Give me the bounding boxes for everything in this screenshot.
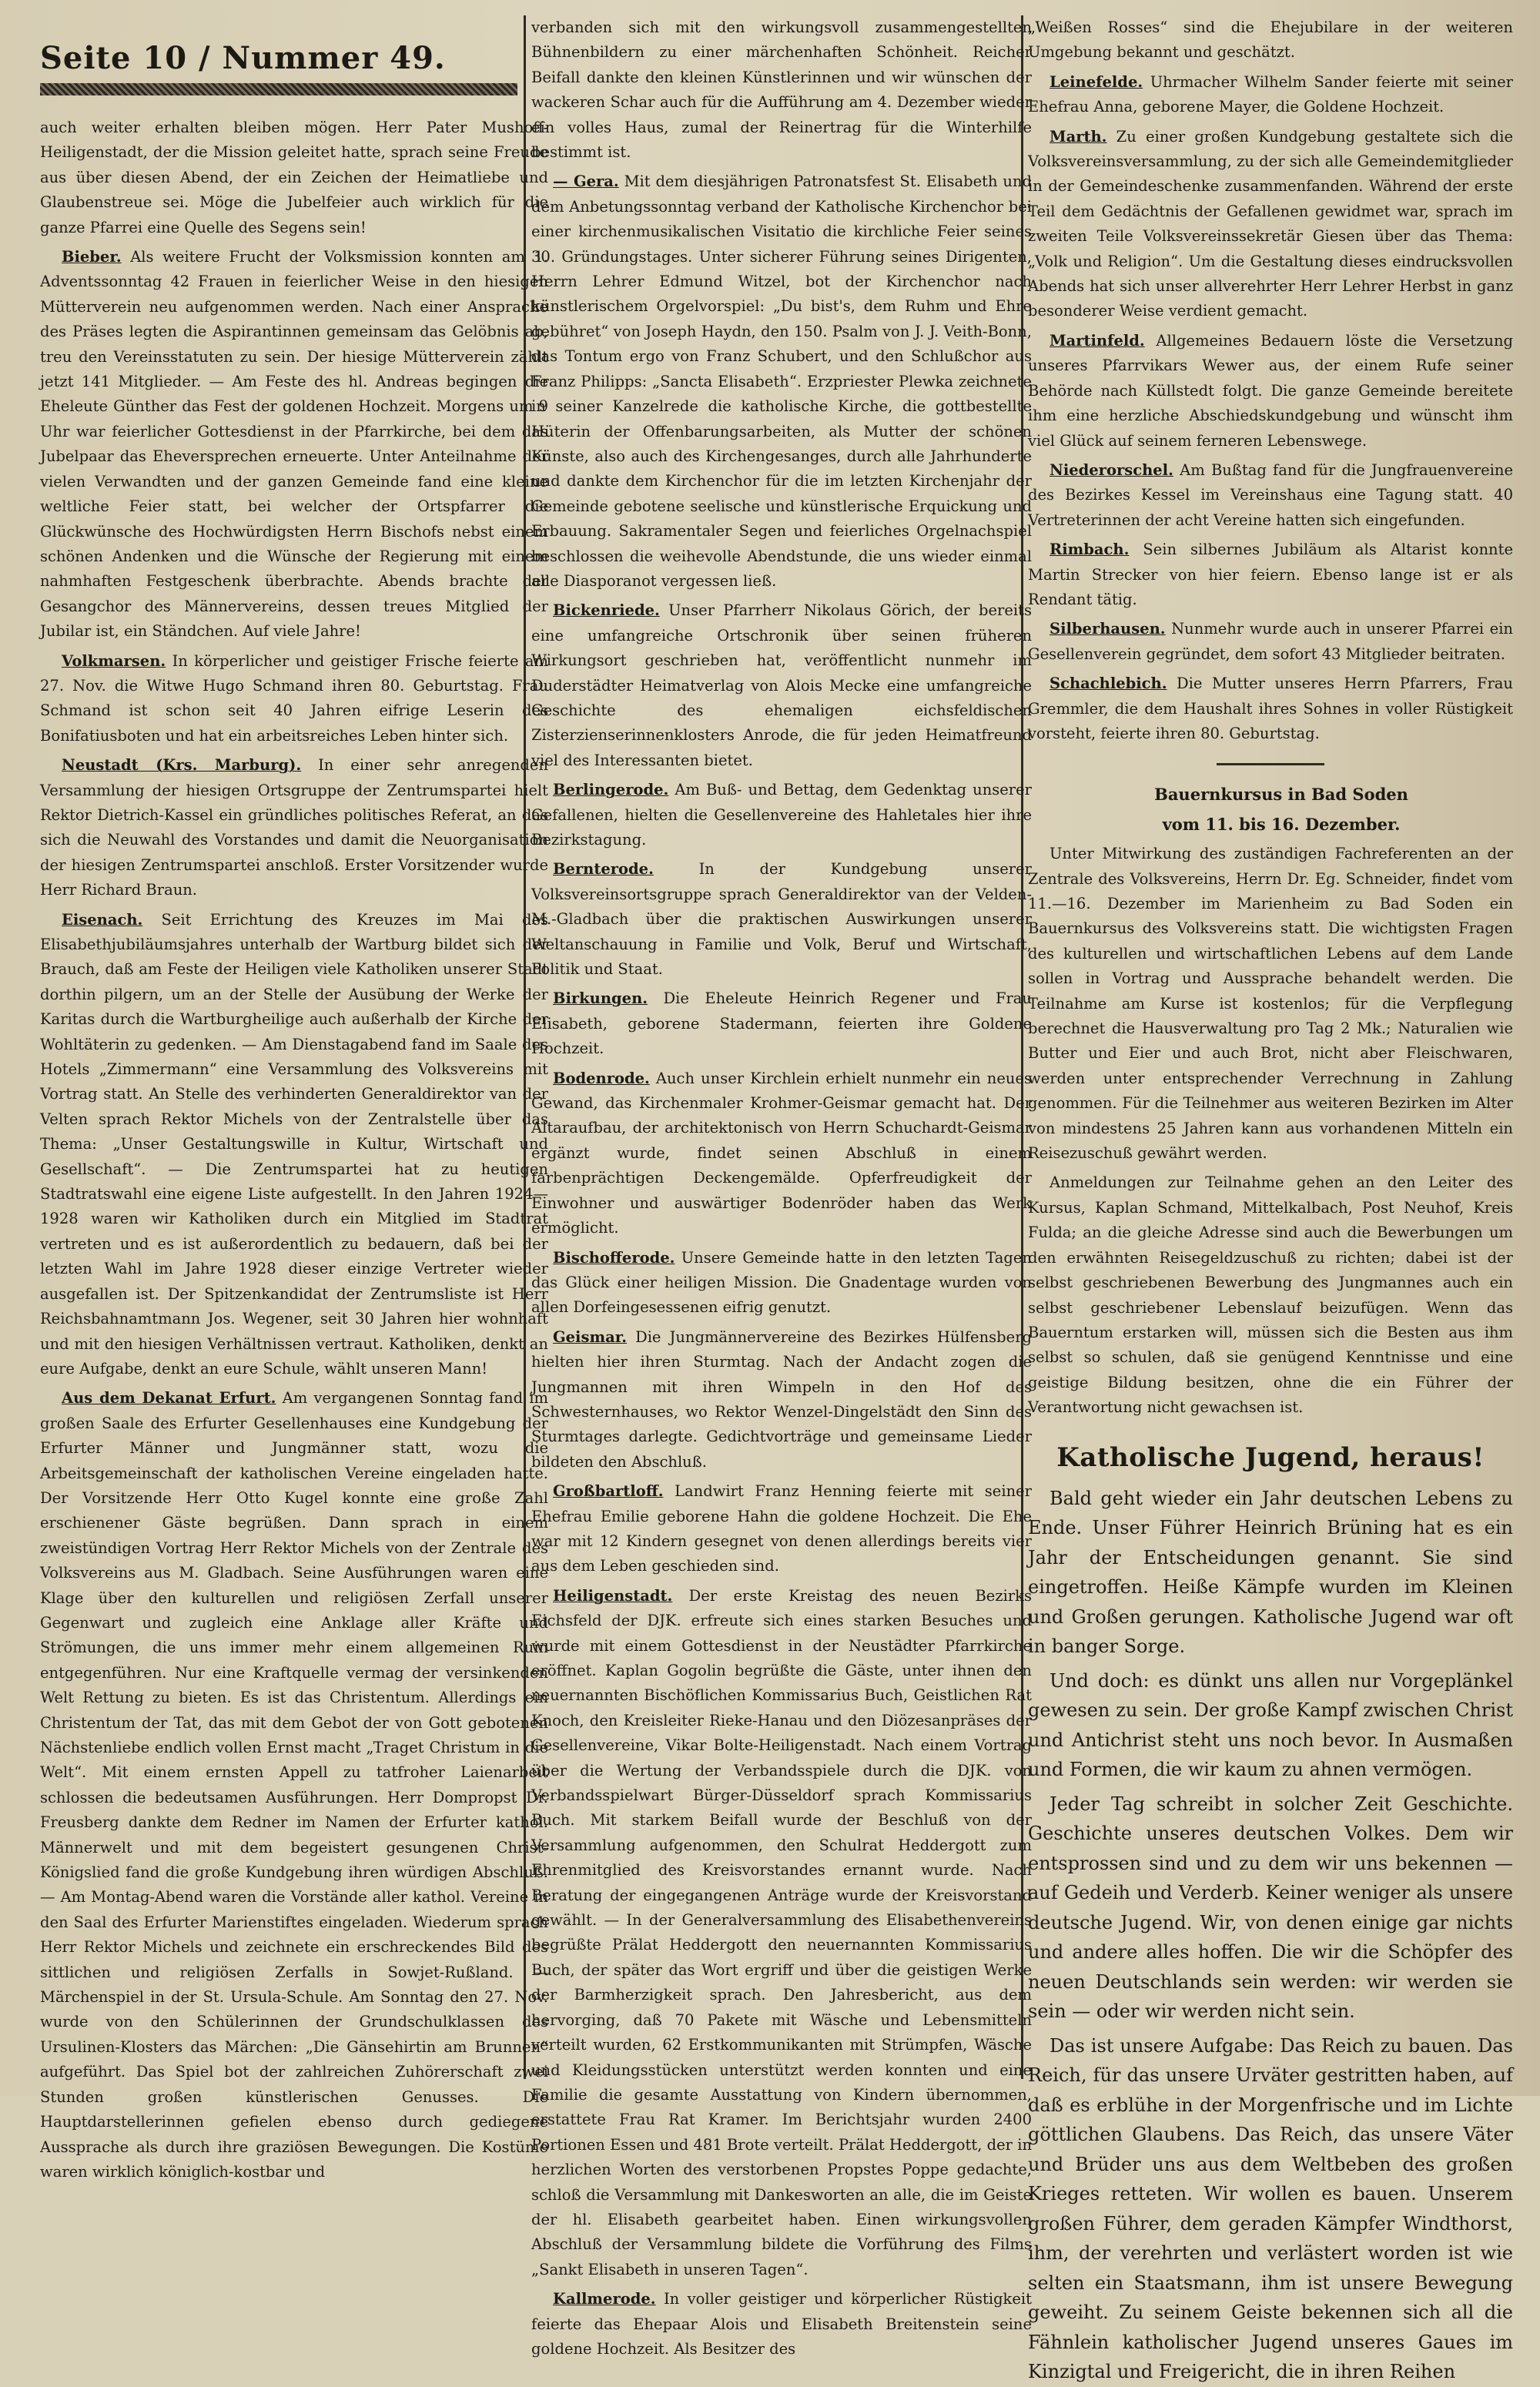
section-divider bbox=[1217, 763, 1324, 765]
place-name: Schachlebich. bbox=[1050, 675, 1167, 693]
place-name: Eisenach. bbox=[62, 910, 143, 929]
place-name: Bodenrode. bbox=[553, 1069, 650, 1087]
news-item bbox=[531, 986, 1032, 1061]
news-item bbox=[531, 598, 1032, 773]
item-text: Seit Errichtung des Kreuzes im Mai des Elisabethjubiläumsjahres unterhalb der Wartburg bildet sich der Brauch, daß am Feste der Heiligen viele Katholiken unserer Stadt dorthin pilgern, um an der Stelle der Ausübung der Werke der Karitas durch die Wartburgheilige auch außerhalb der Kirche der Wohltäterin zu gedenken. — Am Dienstagabend fand im Saale des Hotels „Zimmermann“ eine Versammlung des Volksvereins mit Vortrag statt. An Stelle des verhinderten Generaldirektor van der Velten sprach Rektor Michels von der Zentralstelle über das Thema: „Unser Gestaltungswille in Kultur, Wirtschaft und Gesellschaft“. — Die Zentrumspartei hat zu heutigen Stadtratswahl eine eigene Liste aufgestellt. In den Jahren 1924—1928 waren wir Katholiken durch ein Mitglied im Stadtrat vertreten und es ist außerordentlich zu bedauern, daß bei der letzten Wahl im Jahre 1928 dieser einzige Vertreter wieder ausgefallen ist. Der Spitzenkandidat der Zentrumsliste ist Herr Reichsbahnamtmann Jos. Wegener, seit 30 Jahren hier wohnhaft und mit den hiesigen Verhältnissen vertraut. Katholiken, denkt an eure Aufgabe, denkt an eure Schule, wählt unseren Mann! bbox=[40, 910, 548, 1378]
item-text: Sein silbernes Jubiläum als Altarist konnte Martin Strecker von hier feiern. Ebenso lange ist er als Rendant tätig. bbox=[1028, 541, 1513, 608]
item-text: verbanden sich mit den wirkungsvoll zusammengestellten Bühnenbildern zu einer märchenhaften Schönheit. Reicher Beifall dankte den kleinen Künstlerinnen und wir wünschen der wackeren Schar auch für die Aufführung am 4. Dezember wieder ein volles Haus, zumal der Reinertrag für die Winterhilfe bestimmt ist. bbox=[531, 18, 1032, 162]
item-text: In körperlicher und geistiger Frische feierte am 27. Nov. die Witwe Hugo Schmand ihren 80. Geburtstag. Frau Schmand ist schon seit 40 Jahren eifrige Leserin des Bonifatiusboten und hat ein arbeitsreiches Leben hinter sich. bbox=[40, 651, 548, 745]
news-item bbox=[40, 649, 548, 749]
item-text: Allgemeines Bedauern löste die Versetzung unseres Pfarrvikars Wewer aus, der einem Rufe seiner Behörde nach Küllstedt folgt. Die ganze Gemeinde bereitete ihm eine herzliche Abschiedskundgebung und wünscht ihm viel Glück auf seinem ferneren Lebenswege. bbox=[1028, 331, 1513, 450]
item-text: Unser Pfarrherr Nikolaus Görich, der bereits eine umfangreiche Ortschronik über seinen früheren Wirkungsort geschrieben hat, veröffentlicht nunmehr im Duderstädter Heimatverlag von Alois Mecke eine umfangreiche Geschichte des ehemaligen eichsfeldischen Zisterzienserinnenklosters Anrode, die für jeden Heimatfreund viel des Interessanten bietet. bbox=[531, 601, 1032, 769]
place-name: Marth. bbox=[1050, 127, 1107, 146]
place-name: Großbartloff. bbox=[553, 1482, 664, 1501]
place-name: Geismar. bbox=[553, 1327, 627, 1346]
page-number-title: Seite 10 / Nummer 49. bbox=[40, 40, 446, 76]
news-item bbox=[1028, 671, 1513, 746]
course-article bbox=[1028, 842, 1513, 1420]
place-name: Birkungen. bbox=[553, 989, 648, 1008]
column-3-items bbox=[1028, 15, 1513, 746]
item-text: auch weiter erhalten bleiben mögen. Herr Pater Mushoff-Heiligenstadt, der die Mission geleitet hatte, sprach seine Freude aus über diesen Abend, der ein Zeichen der Heimatliebe und Glaubenstreue sei. Möge die Jubelfeier auch wirklich für die ganze Pfarrei eine Quelle des Segens sein! bbox=[40, 119, 548, 236]
news-item bbox=[1028, 70, 1513, 120]
news-item bbox=[1028, 15, 1513, 65]
item-text: Mit dem diesjährigen Patronatsfest St. Elisabeth und dem Anbetungssonntag verband der Katholische Kirchenchor bei einer kirchenmusikalischen Visitatio die kirchliche Feier seines 30. Gründungstages. Unter sicherer Führung seines Dirigenten, Herrn Lehrer Edmund Witzel, bot der Kirchenchor nach künstlerischem Orgelvorspiel: „Du bist's, dem Ruhm und Ehre gebühret“ von Joseph Haydn, den 150. Psalm von J. J. Veith-Bonn, das Tontum ergo von Franz Schubert, und den Schlußchor aus Franz Philipps: „Sancta Elisabeth“. Erzpriester Plewka zeichnete in seiner Kanzelrede die katholische Kirche, die gottbestellte Hüterin der Offenbarungsarbeiten, als Mutter der schönen Künste, also auch des Kirchengesanges, durch alle Jahrhunderte und dankte dem Kirchenchor für die im letzten Kirchenjahr der Gemeinde gebotene seelische und künstlerische Erquickung und Erbauung. Sakramentaler Segen und feierliches Orgelnachspiel beschlossen die weihevolle Abendstunde, die uns wieder einmal alle Diasporanot vergessen ließ. bbox=[531, 172, 1033, 590]
place-name: Kallmerode. bbox=[553, 2290, 656, 2308]
news-item bbox=[1028, 537, 1513, 612]
place-name: Rimbach. bbox=[1050, 541, 1130, 559]
news-item bbox=[40, 1386, 548, 2184]
place-name: Niederorschel. bbox=[1050, 460, 1173, 479]
news-item bbox=[531, 1584, 1032, 2282]
news-item bbox=[40, 753, 548, 902]
place-name: Bischofferode. bbox=[553, 1248, 675, 1267]
news-item bbox=[40, 116, 548, 240]
article-paragraph: Jeder Tag schreibt in solcher Zeit Geschichte. Geschichte unseres deutschen Volkes. Dem wir entsprossen sind und zu dem wir uns bekennen — auf Gedeih und Verderb. Keiner weniger als unsere deutsche Jugend. Wir, von denen einige gar nichts und andere alles hoffen. Die wir die Schöpfer des neuen Deutschlands sein werden: wir werden sie sein — oder wir werden nicht sein. bbox=[1028, 1793, 1513, 2023]
course-headline: Bauernkursus in Bad Soden bbox=[1154, 785, 1408, 805]
place-name: Volkmarsen. bbox=[62, 651, 166, 670]
place-name: Martinfeld. bbox=[1050, 331, 1145, 350]
item-text: Zu einer großen Kundgebung gestaltete sich die Volksvereinsversammlung, zu der sich alle Gemeindemitglieder in der Gemeindeschenke zusammenfanden. Während der erste Teil dem Gedächtnis der Gefallenen gewidmet war, sprach im zweiten Teile Volksvereinssekretär Giesen über das Thema: „Volk und Religion“. Um die Gestaltung dieses eindrucksvollen Abends hat sich unser allverehrter Herr Lehrer Herbst in ganz besonderer Weise verdient gemacht. bbox=[1028, 127, 1513, 320]
place-name: Bieber. bbox=[62, 248, 122, 266]
news-item bbox=[531, 169, 1032, 594]
news-item bbox=[531, 857, 1032, 982]
place-name: — Gera. bbox=[553, 172, 619, 191]
item-text: Am vergangenen Sonntag fand im großen Saale des Erfurter Gesellenhauses eine Kundgebung der Erfurter Männer und Jungmänner statt, wozu die Arbeitsgemeinschaft der katholischen Vereine eingeladen hatte. Der Vorsitzende Herr Otto Kugel konnte eine große Zahl erschienener Gäste begrüßen. Dann sprach in einem zweistündigen Vortrag Herr Rektor Michels von der Zentrale des Volksvereins aus M. Gladbach. Seine Ausführungen waren eine Klage über den kulturellen und religiösen Zerfall unserer Gegenwart und zugleich eine Anklage aller Kräfte und Strömungen, die uns immer mehr einem allgemeinen Ruin entgegenführen. Nur eine Kraftquelle vermag der versinkenden Welt Rettung zu bieten. Es ist das Christentum. Allerdings ein Christentum der Tat, das mit dem Gebot der von Gott gebotenen Nächstenliebe endlich vollen Ernst macht „Traget Christum in die Welt“. Mit einem ernsten Appell zu tatfroher Laienarbeit schlossen die bedeutsamen Ausführungen. Herr Dompropst Dr. Freusberg dankte dem Redner im Namen der Erfurter kathol. Männerwelt und mit dem begeistert gesungenen Christ-Königslied fand die große Kundgebung ihren würdigen Abschluß. — Am Montag-Abend waren die Vorstände aller kathol. Vereine in den Saal des Erfurter Marienstiftes eingeladen. Wiederum sprach Herr Rektor Michels und zeichnete ein erschreckendes Bild des sittlichen und religiösen Zerfalls in Sowjet-Rußland. — Märchenspiel in der St. Ursula-Schule. Am Sonntag den 27. Nov. wurde von den Schülerinnen der Grundschulklassen des Ursulinen-Klosters das Märchen: „Die Gänsehirtin am Brunnen“ aufgeführt. Das Spiel bot der zahlreichen Zuhörerschaft zwei Stunden großen künstlerischen Genusses. Die Hauptdarstellerinnen gefielen ebenso durch gediegene Aussprache als durch ihre graziösen Bewegungen. Die Kostüme waren wirklich königlich-kostbar und bbox=[40, 1389, 548, 2181]
article-paragraph: Bald geht wieder ein Jahr deutschen Lebens zu Ende. Unser Führer Heinrich Brüning hat es ein Jahr der Entscheidungen genannt. Sie sind eingetroffen. Heiße Kämpfe wurden im Kleinen und Großen gerungen. Katholische Jugend war oft in banger Sorge. bbox=[1028, 1487, 1513, 1658]
news-item bbox=[1028, 458, 1513, 533]
place-name: Silberhausen. bbox=[1050, 620, 1166, 638]
news-item bbox=[531, 1066, 1032, 1241]
article-paragraph: Unter Mitwirkung des zuständigen Fachreferenten an der Zentrale des Volksvereins, Herrn Dr. Eg. Schneider, findet vom 11.—16. Dezember im Marienheim zu Bad Soden ein Bauernkursus des Volksvereins statt. Die wichtigsten Fragen des kulturellen und wirtschaftlichen Lebens auf dem Lande sollen in Vortrag und Aussprache behandelt werden. Die Teilnahme am Kurse ist kostenlos; für die Verpflegung berechnet die Hausverwaltung pro Tag 2 Mk.; Naturalien wie Butter und Eier und auch Brot, nicht aber Fleischwaren, werden unter entsprechender Verrechnung in Zahlung genommen. Für die Teilnehmer aus weiteren Bezirken im Alter von mindestens 25 Jahren kann aus vorhandenen Mitteln ein Reisezuschuß gewährt werden. bbox=[1028, 845, 1513, 1163]
item-text: Auch unser Kirchlein erhielt nunmehr ein neues Gewand, das Kirchenmaler Krohmer-Geismar gemacht hat. Der Altaraufbau, der architektonisch von Herrn Schuchardt-Geismar ergänzt wurde, findet seinen Abschluß in einem farbenprächtigen Deckengemälde. Opferfreudigkeit der Einwohner und auswärtiger Bodenröder haben das Werk ermöglicht. bbox=[531, 1069, 1033, 1237]
item-text: Nunmehr wurde auch in unserer Pfarrei ein Gesellenverein gegründet, dem sofort 43 Mitglieder beitraten. bbox=[1028, 620, 1513, 663]
news-item bbox=[1028, 125, 1513, 324]
item-text: In der Kundgebung unserer Volksvereinsortsgruppe sprach Generaldirektor van der Velden-M.-Gladbach über die praktischen Auswirkungen unserer Weltanschauung in Familie und Volk, Beruf und Wirtschaft, Politik und Staat. bbox=[531, 860, 1032, 979]
place-name: Heiligenstadt. bbox=[553, 1586, 673, 1605]
place-name: Leinefelde. bbox=[1050, 72, 1143, 91]
column-1 bbox=[40, 116, 548, 2181]
youth-article bbox=[1028, 1484, 1513, 2387]
news-item bbox=[1028, 617, 1513, 667]
item-text: Uhrmacher Wilhelm Sander feierte mit seiner Ehefrau Anna, geborene Mayer, die Goldene Hochzeit. bbox=[1028, 72, 1513, 116]
item-text: Als weitere Frucht der Volksmission konnten am 1. Adventssonntag 42 Frauen in feierlicher Weise in den hiesigen Mütterverein neu aufgenommen werden. Nach einer Ansprache des Präses legten die Aspirantinnen gemeinsam das Gelöbnis ab, treu den Vereinsstatuten zu sein. Der hiesige Mütterverein zählt jetzt 141 Mitglieder. — Am Feste des hl. Andreas begingen die Eheleute Günther das Fest der goldenen Hochzeit. Morgens um 9 Uhr war feierlicher Gottesdienst in der Pfarrkirche, bei dem das Jubelpaar das Eheversprechen erneuerte. Unter Anteilnahme der vielen Verwandten und der ganzen Gemeinde fand eine kleine weltliche Feier statt, bei welcher der Ortspfarrer die Glückwünsche des Hochwürdigsten Herrn Bischofs nebst einem schönen Andenken und die Wünsche der Regierung mit einem nahmhaften Festgeschenk überbrachte. Abends brachte der Gesangchor des Männervereins, dessen treues Mitglied der Jubilar ist, ein Ständchen. Auf viele Jahre! bbox=[40, 248, 548, 641]
item-text: Der erste Kreistag des neuen Bezirks Eichsfeld der DJK. erfreute sich eines starken Besuches und wurde mit einem Gottesdienst in der Neustädter Pfarrkirche eröffnet. Kaplan Gogolin begrüßte die Gäste, unter ihnen den neuernannten Bischöflichen Kommissarius Buch, Geistlichen Rat Knoch, den Kreisleiter Rieke-Hanau und den Diözesanpräses der Gesellenvereine, Vikar Bolte-Heiligenstadt. Nach einem Vortrag über die Wertung der Verbandsspiele durch die DJK. von Verbandsspielwart Bürger-Düsseldorf sprach Kommissarius Buch. Mit starkem Beifall wurde der Beschluß von der Versammlung aufgenommen, den Schulrat Heddergott zum Ehrenmitglied des Kreisvorstandes ernannt wurde. Nach Beratung der eingegangenen Anträge wurde der Kreisvorstand gewählt. — In der Generalversammlung des Elisabethenvereins begrüßte Prälat Heddergott den neuernannten Kommissarius Buch, der später das Wort ergriff und über die geistigen Werke der Barmherzigkeit sprach. Den Jahresbericht, aus dem hervorging, daß 70 Pakete mit Wäsche und Lebensmitteln verteilt wurden, 62 Erstkommunikanten mit Strümpfen, Wäsche und Kleidungsstücken unterstützt werden konnten und eine Familie die gesamte Ausstattung von Kindern übernommen, erstattete Frau Rat Kramer. Im Berichtsjahr wurden 2400 Portionen Essen und 481 Brote verteilt. Prälat Heddergott, der in herzlichen Worten des verstorbenen Propstes Poppe gedachte, schloß die Versammlung mit Dankesworten an alle, die im Geiste der hl. Elisabeth gearbeitet haben. Einen wirkungsvollen Abschluß der Versammlung bildete die Vorführung des Films „Sankt Elisabeth in unseren Tagen“. bbox=[531, 1586, 1032, 2278]
news-item bbox=[40, 245, 548, 644]
news-item bbox=[1028, 329, 1513, 454]
column-2 bbox=[531, 15, 1033, 2358]
item-text: Die Eheleute Heinrich Regener und Frau Elisabeth, geborene Stadermann, feierten ihre Goldene Hochzeit. bbox=[531, 989, 1032, 1058]
column-3 bbox=[1028, 15, 1513, 2383]
item-text: Unsere Gemeinde hatte in den letzten Tagen das Glück einer heiligen Mission. Die Gnadentage wurden von allen Dorfeingesessenen eifrig genutzt. bbox=[531, 1248, 1033, 1317]
place-name: Aus dem Dekanat Erfurt. bbox=[62, 1389, 276, 1408]
news-item bbox=[531, 2287, 1032, 2362]
item-text: In einer sehr anregenden Versammlung der hiesigen Ortsgruppe der Zentrumspartei hielt Rektor Dietrich-Kassel ein gründliches politisches Referat, an das sich die Neuwahl des Vorstandes und damit die Neuorganisation der hiesigen Zentrumspartei anschloß. Erster Vorsitzender wurde Herr Richard Braun. bbox=[40, 756, 548, 899]
place-name: Bernterode. bbox=[553, 860, 654, 879]
course-dates: vom 11. bis 16. Dezember. bbox=[1162, 814, 1401, 834]
news-item bbox=[531, 778, 1032, 852]
place-name: Berlingerode. bbox=[553, 781, 669, 799]
item-text: Die Jungmännervereine des Bezirkes Hülfensberg hielten hier ihren Sturmtag. Nach der Andacht zogen die Jungmannen mit ihren Wimpeln in den Hof des Schwesternhauses, wo Rektor Wenzel-Dingelstädt den Sinn des Sturmtages darlegte. Gedichtvorträge und gemeinsame Lieder bildeten den Abschluß. bbox=[531, 1327, 1032, 1471]
news-item bbox=[531, 1479, 1032, 1579]
item-text: Am Buß- und Bettag, dem Gedenktag unserer Gefallenen, hielten die Gesellenvereine des Hahletales hier ihre Bezirkstagung. bbox=[531, 781, 1032, 849]
header-rule bbox=[40, 83, 517, 95]
place-name: Neustadt (Krs. Marburg). bbox=[62, 756, 302, 775]
column-2-items bbox=[531, 15, 1032, 2362]
item-text: Die Mutter unseres Herrn Pfarrers, Frau Gremmler, die dem Haushalt ihres Sohnes in voller Rüstigkeit vorsteht, feierte ihren 80. Geburtstag. bbox=[1028, 675, 1513, 742]
youth-headline: Katholische Jugend, heraus! bbox=[1056, 1441, 1485, 1473]
article-paragraph: Und doch: es dünkt uns allen nur Vorgeplänkel gewesen zu sein. Der große Kampf zwischen Christ und Antichrist steht uns noch bevor. In Ausmaßen und Formen, die wir kaum zu ahnen vermögen. bbox=[1028, 1669, 1513, 1781]
item-text: „Weißen Rosses“ sind die Ehejubilare in der weiteren Umgebung bekannt und geschätzt. bbox=[1028, 18, 1513, 62]
article-paragraph: Das ist unsere Aufgabe: Das Reich zu bauen. Das Reich, für das unsere Urväter gestritten haben, auf daß es erblühe in der Morgenfrische und im Lichte göttlichen Glaubens. Das Reich, das unsere Väter und Brüder uns aus dem Weltbeben des großen Krieges retteten. Wir wollen es bauen. Unserem großen Führer, dem geraden Kämpfer Windthorst, ihm, der verehrten und verlästert worden ist wie selten ein Staatsmann, ihm ist unsere Bewegung geweiht. Zu seinem Geiste bekennen sich all die Fähnlein katholischer Jugend unseres Gaues im Kinzigtal und Freigericht, die in ihren Reihen bbox=[1028, 2034, 1513, 2383]
news-item bbox=[531, 1325, 1032, 1475]
article-paragraph: Anmeldungen zur Teilnahme gehen an den Leiter des Kursus, Kaplan Schmand, Mittelkalbach, Post Neuhof, Kreis Fulda; an die gleiche Adresse sind auch die Bewerbungen um den erwähnten Reisegeldzuschuß zu richten; dabei ist der selbst geschriebenen Bewerbung des Jungmannes auch ein selbst geschriebener Lebenslauf beizufügen. Wenn das Bauerntum erstarken will, müssen sich die Besten aus ihm selbst so schulen, daß sie genügend Kenntnisse und eine geistige Bildung besitzen, ohne die ein Führer der Verantwortung nicht gewachsen ist. bbox=[1028, 1173, 1513, 1417]
item-text: Am Bußtag fand für die Jungfrauenvereine des Bezirkes Kessel im Vereinshaus eine Tagung statt. 40 Vertreterinnen der acht Vereine hatten sich eingefunden. bbox=[1028, 460, 1513, 529]
news-item bbox=[40, 908, 548, 1382]
item-text: In voller geistiger und körperlicher Rüstigkeit feierte das Ehepaar Alois und Elisabeth Breitenstein seine goldene Hochzeit. Als Besitzer des bbox=[531, 2290, 1032, 2358]
page-header bbox=[40, 37, 517, 91]
column-1-items bbox=[40, 116, 548, 2184]
news-item bbox=[531, 15, 1032, 165]
place-name: Bickenriede. bbox=[553, 601, 660, 620]
item-text: Landwirt Franz Henning feierte mit seiner Ehefrau Emilie geborene Hahn die goldene Hochzeit. Die Ehe war mit 12 Kindern gesegnet von denen allerdings bereits vier aus dem Leben geschieden sind. bbox=[531, 1482, 1032, 1575]
news-item bbox=[531, 1246, 1032, 1321]
